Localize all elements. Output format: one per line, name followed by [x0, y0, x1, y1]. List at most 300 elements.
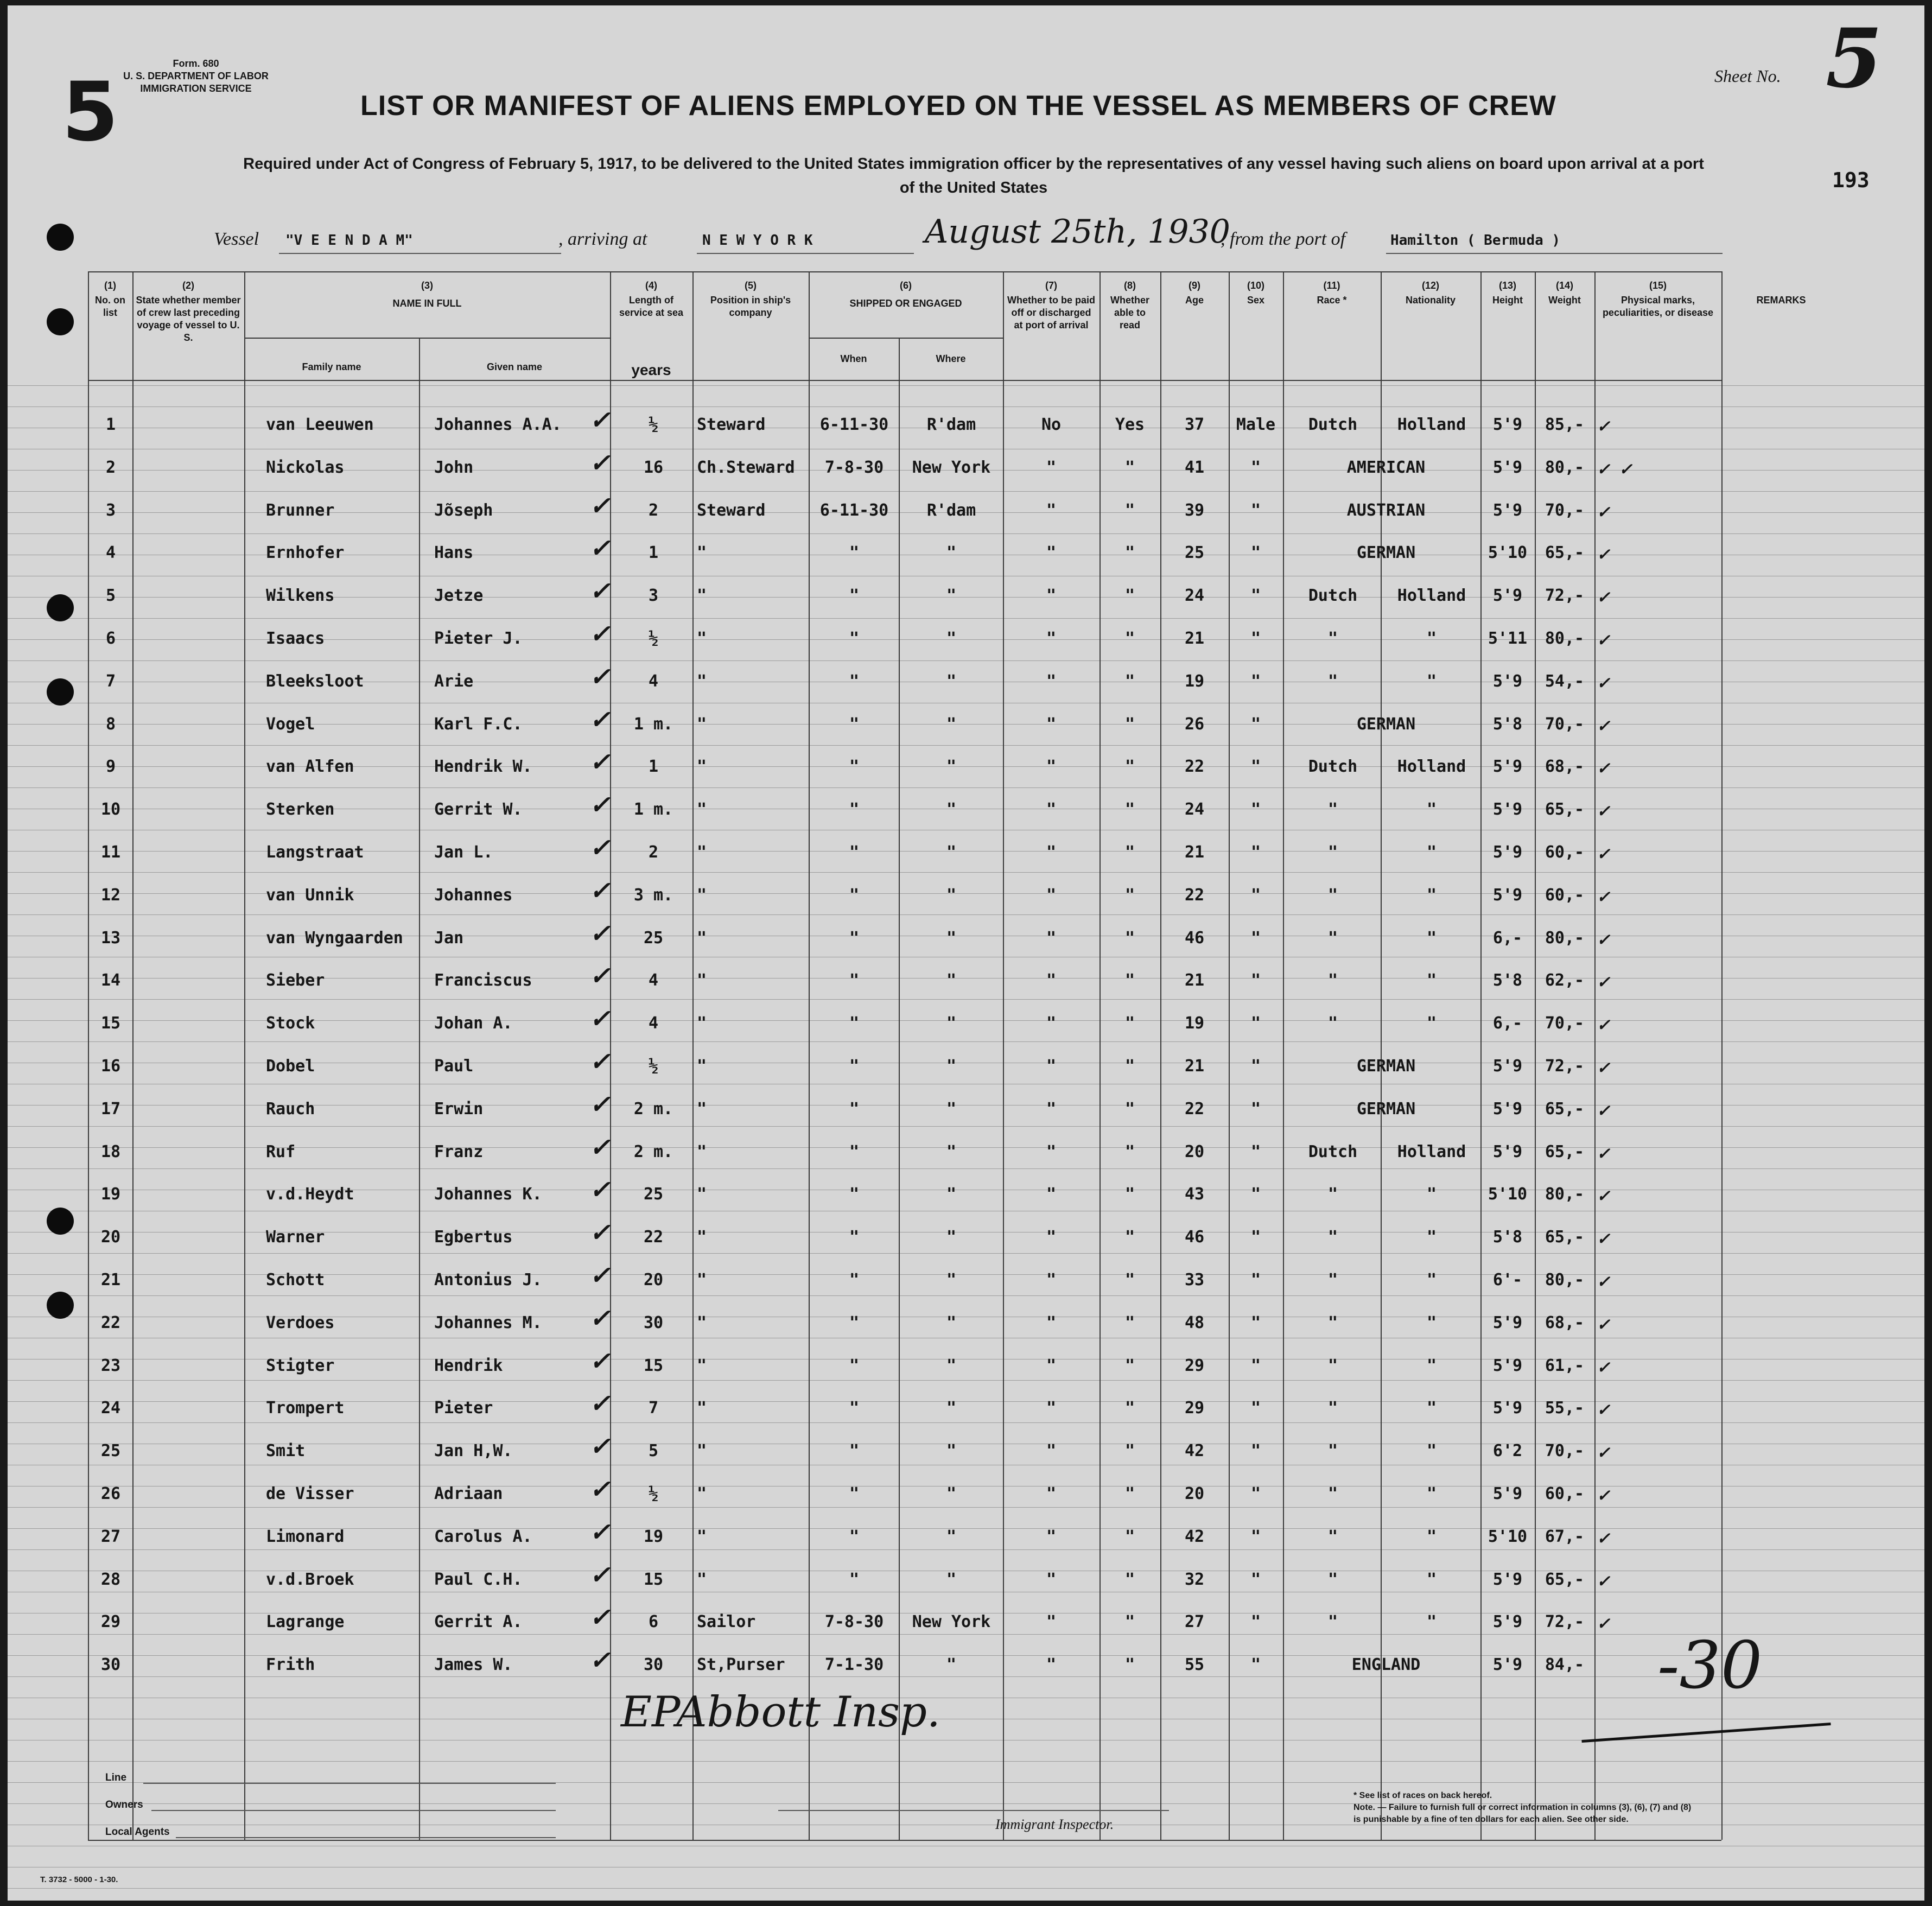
paid-off: "	[1046, 543, 1057, 563]
column-label: REMARKS	[1756, 295, 1806, 306]
ship-position: "	[697, 885, 707, 905]
ship-position: "	[697, 843, 707, 862]
height: 5'9	[1492, 500, 1523, 520]
race: "	[1327, 928, 1338, 948]
age: 37	[1184, 415, 1205, 434]
able-to-read: Yes	[1115, 415, 1145, 434]
ruled-line	[8, 914, 1924, 915]
shipped-where: "	[946, 1185, 957, 1204]
check-mark-icon: ✓	[591, 959, 608, 992]
shipped-where: "	[946, 1655, 957, 1675]
shipped-where: R'dam	[926, 500, 976, 520]
ship-position: "	[697, 757, 707, 777]
row-number: 15	[100, 1014, 121, 1033]
owners-label: Owners	[105, 1799, 143, 1810]
row-number: 5	[105, 586, 116, 606]
check-mark-icon: ✓	[591, 745, 608, 778]
height: 5'9	[1492, 1057, 1523, 1076]
ship-position: "	[697, 1057, 707, 1076]
service-length: 2 m.	[633, 1142, 673, 1161]
check-mark-icon: ✓	[591, 873, 608, 906]
able-to-read: "	[1124, 1570, 1135, 1589]
sex: "	[1250, 1441, 1261, 1461]
nationality: "	[1426, 1484, 1437, 1503]
ruled-line	[8, 385, 1924, 386]
able-to-read: "	[1124, 843, 1135, 862]
column-divider	[1283, 271, 1284, 1840]
subtitle-line-2: of the United States	[899, 179, 1048, 196]
row-number: 6	[105, 629, 116, 648]
check-mark-icon: ✓	[591, 488, 608, 522]
service-length: 15	[643, 1356, 664, 1375]
family-name: Verdoes	[266, 1313, 335, 1332]
given-name: Franciscus	[434, 971, 532, 990]
age: 27	[1184, 1612, 1205, 1632]
family-name: Stigter	[266, 1356, 335, 1375]
form-number: Form. 680	[173, 58, 219, 69]
shipped-when: "	[849, 1484, 860, 1503]
shipped-where: "	[946, 800, 957, 819]
line-label: Line	[105, 1772, 127, 1783]
weight: 65,-	[1545, 1099, 1585, 1119]
shipped-where: "	[946, 1014, 957, 1033]
paid-off: "	[1046, 629, 1057, 648]
column-number: (10)	[1247, 280, 1264, 291]
able-to-read: "	[1124, 1356, 1135, 1375]
paid-off: "	[1046, 714, 1057, 734]
weight: 55,-	[1545, 1399, 1585, 1418]
row-number: 10	[100, 800, 121, 819]
column-divider	[244, 271, 245, 1840]
paid-off: "	[1046, 1484, 1057, 1503]
weight: 62,-	[1545, 971, 1585, 990]
sex: "	[1250, 843, 1261, 862]
check-mark-icon: ✓	[591, 1045, 608, 1077]
column-label: State whether member of crew last preceding voyage of vessel to U. S.	[136, 295, 241, 343]
service-length: 16	[643, 458, 664, 477]
shipped-where: "	[946, 586, 957, 606]
nationality: "	[1426, 671, 1437, 691]
race: Dutch	[1308, 757, 1358, 777]
sex: "	[1250, 1313, 1261, 1332]
weight: 65,-	[1545, 543, 1585, 563]
physical-marks: ✓	[1598, 885, 1609, 907]
ship-position: Steward	[697, 500, 766, 520]
paid-off: "	[1046, 671, 1057, 691]
race: "	[1327, 843, 1338, 862]
family-name: Trompert	[266, 1399, 345, 1418]
ruled-line	[8, 745, 1924, 746]
family-name: Sterken	[266, 800, 335, 819]
row-number: 1	[105, 415, 116, 434]
ship-position: "	[697, 629, 707, 648]
column-number: (14)	[1555, 280, 1573, 291]
given-name: Gerrit A.	[434, 1612, 523, 1632]
shipped-where: "	[946, 1228, 957, 1247]
race: Dutch	[1308, 415, 1358, 434]
service-name: IMMIGRATION SERVICE	[140, 83, 252, 94]
row-number: 28	[100, 1570, 121, 1589]
age: 22	[1184, 757, 1205, 777]
height: 6'2	[1492, 1441, 1523, 1461]
corner-sheet-mark: 5	[62, 65, 119, 160]
family-name: Frith	[266, 1655, 315, 1675]
race: "	[1327, 800, 1338, 819]
nationality: "	[1426, 1313, 1437, 1332]
age: 48	[1184, 1313, 1205, 1332]
check-mark-icon: ✓	[591, 1087, 608, 1120]
row-number: 29	[100, 1612, 121, 1632]
column-label: Race *	[1317, 295, 1347, 306]
binder-hole	[47, 1208, 74, 1235]
able-to-read: "	[1124, 885, 1135, 905]
given-name: Jan	[434, 928, 464, 948]
ship-position: "	[697, 586, 707, 606]
nationality: "	[1426, 1270, 1437, 1289]
paid-off: "	[1046, 757, 1057, 777]
shipped-where: "	[946, 714, 957, 734]
able-to-read: "	[1124, 1484, 1135, 1503]
service-length: 1	[648, 543, 659, 563]
service-length: ½	[648, 629, 659, 648]
shipped-where: New York	[912, 1612, 991, 1632]
able-to-read: "	[1124, 714, 1135, 734]
family-name: Sieber	[266, 971, 325, 990]
physical-marks: ✓	[1598, 1356, 1609, 1378]
row-number: 24	[100, 1399, 121, 1418]
check-mark-icon: ✓	[591, 1301, 608, 1334]
paid-off: "	[1046, 1057, 1057, 1076]
service-length: 2	[648, 843, 659, 862]
physical-marks: ✓	[1598, 415, 1609, 437]
physical-marks: ✓	[1598, 1313, 1609, 1335]
shipped-when: "	[849, 1270, 860, 1289]
row-number: 19	[100, 1185, 121, 1204]
able-to-read: "	[1124, 500, 1135, 520]
able-to-read: "	[1124, 1612, 1135, 1632]
race: AMERICAN	[1346, 458, 1426, 477]
service-length: 22	[643, 1228, 664, 1247]
arrival-port: N E W Y O R K	[702, 232, 813, 249]
ship-position: "	[697, 671, 707, 691]
age: 55	[1184, 1655, 1205, 1675]
age: 26	[1184, 714, 1205, 734]
race: "	[1327, 1014, 1338, 1033]
race: GERMAN	[1356, 1099, 1416, 1119]
physical-marks: ✓ ✓	[1598, 458, 1631, 480]
column-label: Sex	[1247, 295, 1265, 306]
shipped-where: "	[946, 757, 957, 777]
weight: 72,-	[1545, 1057, 1585, 1076]
check-mark-icon: ✓	[591, 1558, 608, 1591]
binder-hole	[47, 308, 74, 335]
family-name: v.d.Broek	[266, 1570, 354, 1589]
print-code: T. 3732 - 5000 - 1-30.	[40, 1875, 118, 1884]
document-title: LIST OR MANIFEST OF ALIENS EMPLOYED ON THE VESSEL AS MEMBERS OF CREW	[360, 90, 1556, 122]
service-length: ½	[648, 1057, 659, 1076]
check-mark-icon: ✓	[591, 1130, 608, 1163]
able-to-read: "	[1124, 1014, 1135, 1033]
nationality: "	[1426, 1228, 1437, 1247]
height: 6,-	[1492, 1014, 1523, 1033]
race: "	[1327, 1399, 1338, 1418]
check-mark-icon: ✓	[591, 788, 608, 821]
given-name: Johannes K.	[434, 1185, 542, 1204]
service-length: ½	[648, 415, 659, 434]
service-length: 19	[643, 1527, 664, 1546]
height: 5'9	[1492, 757, 1523, 777]
column-label: SHIPPED OR ENGAGED	[849, 298, 962, 309]
family-name: de Visser	[266, 1484, 354, 1503]
race: GERMAN	[1356, 714, 1416, 734]
able-to-read: "	[1124, 971, 1135, 990]
row-number: 12	[100, 885, 121, 905]
row-number: 4	[105, 543, 116, 563]
able-to-read: "	[1124, 1527, 1135, 1546]
race: "	[1327, 1270, 1338, 1289]
paid-off: "	[1046, 1185, 1057, 1204]
height: 5'8	[1492, 971, 1523, 990]
shipped-when: "	[849, 671, 860, 691]
nationality: "	[1426, 1356, 1437, 1375]
given-name: Pieter	[434, 1399, 493, 1418]
able-to-read: "	[1124, 1142, 1135, 1161]
sex: "	[1250, 629, 1261, 648]
height: 5'10	[1488, 543, 1528, 563]
service-length: 30	[643, 1313, 664, 1332]
sex: "	[1250, 1099, 1261, 1119]
stamp-number: 193	[1832, 168, 1870, 192]
height: 5'9	[1492, 843, 1523, 862]
row-number: 2	[105, 458, 116, 477]
given-name: Paul C.H.	[434, 1570, 523, 1589]
age: 42	[1184, 1527, 1205, 1546]
physical-marks: ✓	[1598, 1142, 1609, 1164]
column-number: (12)	[1421, 280, 1439, 291]
service-length: 1	[648, 757, 659, 777]
shipped-when: "	[849, 1399, 860, 1418]
weight: 80,-	[1545, 928, 1585, 948]
shipped-when: "	[849, 543, 860, 563]
row-number: 14	[100, 971, 121, 990]
column-number: (3)	[421, 280, 433, 291]
race: "	[1327, 1356, 1338, 1375]
nationality: "	[1426, 1185, 1437, 1204]
shipped-where: "	[946, 971, 957, 990]
nationality: "	[1426, 800, 1437, 819]
shipped-where: "	[946, 1441, 957, 1461]
check-mark-icon: ✓	[591, 1344, 608, 1377]
able-to-read: "	[1124, 543, 1135, 563]
service-length: ½	[648, 1484, 659, 1503]
age: 32	[1184, 1570, 1205, 1589]
able-to-read: "	[1124, 800, 1135, 819]
race: "	[1327, 1228, 1338, 1247]
row-number: 21	[100, 1270, 121, 1289]
shipped-when: "	[849, 1228, 860, 1247]
weight: 72,-	[1545, 1612, 1585, 1632]
paid-off: "	[1046, 1228, 1057, 1247]
given-name: John	[434, 458, 474, 477]
race: Dutch	[1308, 586, 1358, 606]
physical-marks: ✓	[1598, 971, 1609, 993]
service-length: 2 m.	[633, 1099, 673, 1119]
age: 22	[1184, 885, 1205, 905]
paid-off: "	[1046, 1014, 1057, 1033]
family-name: Brunner	[266, 500, 335, 520]
sex: "	[1250, 1655, 1261, 1675]
given-name: Johan A.	[434, 1014, 513, 1033]
age: 19	[1184, 1014, 1205, 1033]
sex: "	[1250, 1612, 1261, 1632]
row-number: 30	[100, 1655, 121, 1675]
ship-position: "	[697, 1014, 707, 1033]
able-to-read: "	[1124, 1185, 1135, 1204]
ruled-line	[8, 406, 1924, 407]
given-name: Gerrit W.	[434, 800, 523, 819]
column-number: (8)	[1124, 280, 1136, 291]
given-name: Jetze	[434, 586, 484, 606]
ship-position: St,Purser	[697, 1655, 785, 1675]
where-header: Where	[936, 353, 966, 364]
paid-off: "	[1046, 1142, 1057, 1161]
race: GERMAN	[1356, 1057, 1416, 1076]
age: 29	[1184, 1399, 1205, 1418]
binder-hole	[47, 678, 74, 706]
race: "	[1327, 1612, 1338, 1632]
age: 46	[1184, 1228, 1205, 1247]
row-number: 13	[100, 928, 121, 948]
height: 5'8	[1492, 1228, 1523, 1247]
column-label: Position in ship's company	[710, 295, 791, 318]
given-name: Jan H,W.	[434, 1441, 513, 1461]
height: 5'9	[1492, 1099, 1523, 1119]
given-name: Antonius J.	[434, 1270, 542, 1289]
ruled-line	[8, 1168, 1924, 1169]
when-header: When	[840, 353, 867, 364]
given-name: James W.	[434, 1655, 513, 1675]
paid-off: "	[1046, 1655, 1057, 1675]
able-to-read: "	[1124, 671, 1135, 691]
check-mark-icon: ✓	[591, 1002, 608, 1035]
ship-position: "	[697, 928, 707, 948]
weight: 68,-	[1545, 1313, 1585, 1332]
column-number: (11)	[1323, 280, 1340, 291]
ship-position: "	[697, 1399, 707, 1418]
able-to-read: "	[1124, 928, 1135, 948]
race: "	[1327, 971, 1338, 990]
family-name: v.d.Heydt	[266, 1185, 354, 1204]
family-name: Nickolas	[266, 458, 345, 477]
physical-marks: ✓	[1598, 800, 1609, 822]
given-name: Pieter J.	[434, 629, 523, 648]
weight: 60,-	[1545, 1484, 1585, 1503]
age: 24	[1184, 800, 1205, 819]
fine-note-line-1: Note. — Failure to furnish full or correct information in columns (3), (6), (7) and (8)	[1353, 1803, 1692, 1812]
sex: "	[1250, 1399, 1261, 1418]
family-name: van Unnik	[266, 885, 354, 905]
column-number: (2)	[182, 280, 194, 291]
table-top-border	[88, 271, 1721, 272]
family-name: Wilkens	[266, 586, 335, 606]
column-divider	[1594, 271, 1596, 1840]
ruled-line	[8, 1126, 1924, 1127]
ship-position: Steward	[697, 415, 766, 434]
sex: "	[1250, 1356, 1261, 1375]
sex: "	[1250, 1484, 1261, 1503]
check-mark-icon: ✓	[591, 1387, 608, 1420]
row-number: 20	[100, 1228, 121, 1247]
height: 5'9	[1492, 1612, 1523, 1632]
ship-position: Sailor	[697, 1612, 756, 1632]
age: 42	[1184, 1441, 1205, 1461]
shipped-when: "	[849, 843, 860, 862]
column-number: (9)	[1189, 280, 1200, 291]
nationality: "	[1426, 971, 1437, 990]
sex: "	[1250, 757, 1261, 777]
ruled-line	[8, 1380, 1924, 1381]
sex: "	[1250, 1570, 1261, 1589]
ship-position: "	[697, 1527, 707, 1546]
height: 5'9	[1492, 1570, 1523, 1589]
weight: 65,-	[1545, 1570, 1585, 1589]
physical-marks: ✓	[1598, 1099, 1609, 1121]
column-number: (4)	[645, 280, 657, 291]
family-name: van Leeuwen	[266, 415, 374, 434]
age: 21	[1184, 629, 1205, 648]
physical-marks: ✓	[1598, 1570, 1609, 1592]
column-number: (1)	[104, 280, 116, 291]
given-name: Johannes A.A.	[434, 415, 562, 434]
row-number: 17	[100, 1099, 121, 1119]
race: "	[1327, 885, 1338, 905]
family-name: van Wyngaarden	[266, 928, 403, 948]
race: ENGLAND	[1351, 1655, 1421, 1675]
shipped-where: "	[946, 1484, 957, 1503]
weight: 80,-	[1545, 1270, 1585, 1289]
race: "	[1327, 629, 1338, 648]
column-label: Physical marks, peculiarities, or disease	[1602, 295, 1714, 318]
weight: 80,-	[1545, 1185, 1585, 1204]
sex: "	[1250, 543, 1261, 563]
row-number: 8	[105, 714, 116, 734]
ship-position: "	[697, 1142, 707, 1161]
ship-position: "	[697, 714, 707, 734]
age: 39	[1184, 500, 1205, 520]
paid-off: "	[1046, 971, 1057, 990]
race: "	[1327, 1570, 1338, 1589]
family-name: van Alfen	[266, 757, 354, 777]
check-mark-icon: ✓	[591, 1173, 608, 1206]
age: 21	[1184, 1057, 1205, 1076]
service-length: 3	[648, 586, 659, 606]
ruled-line	[8, 1253, 1924, 1254]
column-number: (13)	[1498, 280, 1516, 291]
sex: "	[1250, 1014, 1261, 1033]
family-name: Smit	[266, 1441, 306, 1461]
weight: 65,-	[1545, 1142, 1585, 1161]
paid-off: "	[1046, 800, 1057, 819]
height: 5'9	[1492, 800, 1523, 819]
shipped-when: "	[849, 1570, 860, 1589]
height: 5'9	[1492, 586, 1523, 606]
physical-marks: ✓	[1598, 928, 1609, 950]
arrival-date: August 25th, 1930	[925, 213, 1230, 251]
shipped-when: "	[849, 800, 860, 819]
able-to-read: "	[1124, 1099, 1135, 1119]
weight: 61,-	[1545, 1356, 1585, 1375]
ship-position: "	[697, 1270, 707, 1289]
